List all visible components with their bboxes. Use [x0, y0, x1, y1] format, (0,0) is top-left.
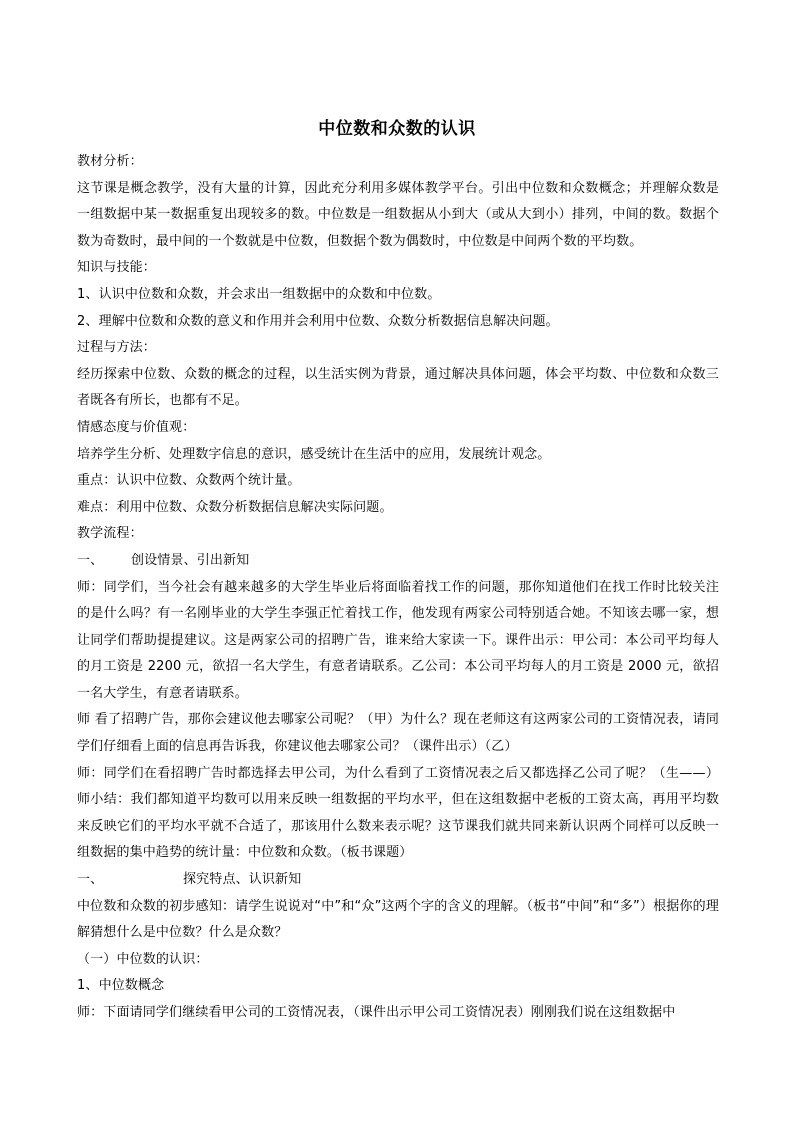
- paragraph: 1、认识中位数和众数，并会求出一组数据中的众数和中位数。: [77, 286, 441, 302]
- paragraph: 师：同学们，当今社会有越来越多的大学生毕业后将面临着找工作的问题，那你知道他们在找工作时比较关注的是什么吗？有一名刚毕业的大学生李强正忙着找工作，他发现有两家公司特别适合她。不知该去哪一家，想让同学们帮助提提建议。这是两家公司的招聘广告，谁来给大家读一下。课件出示：甲公司：本公司平均每人的月工资是 2200 元，欲招一名大学生，有意者请联系。乙公司：本公司平均每人的月工资是 2000 元，欲招一名大学生，有意者请联系。: [77, 579, 719, 701]
- paragraph: 教材分析：: [77, 154, 143, 169]
- section-number: 一、: [77, 872, 104, 888]
- paragraph: 师：同学们在看招聘广告时都选择去甲公司，为什么看到了工资情况表之后又都选择乙公司了呢？（生——）师小结：我们都知道平均数可以用来反映一组数据的平均水平，但在这组数据中老板的工资太高，再用平均数来反映它们的平均水平就不合适了，那该用什么数来表示呢？这节课我们就共同来新认识两个同样可以反映一组数据的集中趋势的统计量：中位数和众数。（板书课题）: [77, 765, 719, 861]
- paragraph: 重点：认识中位数、众数两个统计量。: [77, 473, 301, 489]
- paragraph: 教学流程：: [77, 526, 143, 542]
- section-heading-1: [77, 548, 719, 575]
- section-heading-text: 探究特点、认识新知: [183, 872, 302, 888]
- paragraph: 情感态度与价值观：: [77, 419, 196, 435]
- document-title: 中位数和众数的认识: [318, 119, 476, 139]
- paragraph: 2、理解中位数和众数的意义和作用并会利用中位数、众数分析数据信息解决问题。: [77, 313, 559, 329]
- section-heading-2: [77, 867, 719, 894]
- paragraph: 过程与方法：: [77, 340, 156, 356]
- paragraph: 难点：利用中位数、众数分析数据信息解决实际问题。: [77, 499, 393, 515]
- paragraph: 1、中位数概念: [77, 978, 165, 994]
- paragraph: 师：下面请同学们继续看甲公司的工资情况表，（课件出示甲公司工资情况表）刚刚我们说在这组数据中: [77, 1005, 676, 1020]
- paragraph: 中位数和众数的初步感知：请学生说说对“中”和“众”这两个字的含义的理解。（板书“中间”和“多”）根据你的理解猜想什么是中位数？什么是众数？: [77, 898, 719, 941]
- paragraph: （一）中位数的认识：: [77, 951, 209, 967]
- section-number: 一、: [77, 552, 104, 568]
- paragraph: 知识与技能：: [77, 260, 156, 276]
- document-body: [77, 149, 719, 1027]
- paragraph: 经历探索中位数、众数的概念的过程，以生活实例为背景，通过解决具体问题，体会平均数、中位数和众数三者既各有所长，也都有不足。: [77, 366, 719, 409]
- paragraph: 这节课是概念教学，没有大量的计算，因此充分利用多媒体教学平台。引出中位数和众数概念；并理解众数是一组数据中某一数据重复出现较多的数。中位数是一组数据从小到大（或从大到小）排列，中间的数。数据个数为奇数时，最中间的一个数就是中位数，但数据个数为偶数时，中位数是中间两个数的平均数。: [77, 180, 719, 249]
- paragraph: 培养学生分析、处理数字信息的意识，感受统计在生活中的应用，发展统计观念。: [77, 446, 551, 462]
- section-heading-text: 创设情景、引出新知: [131, 552, 250, 568]
- paragraph: 师 看了招聘广告，那你会建议他去哪家公司呢？（甲）为什么？现在老师这有这两家公司的工资情况表，请同学们仔细看上面的信息再告诉我，你建议他去哪家公司？（课件出示）（乙）: [77, 712, 719, 755]
